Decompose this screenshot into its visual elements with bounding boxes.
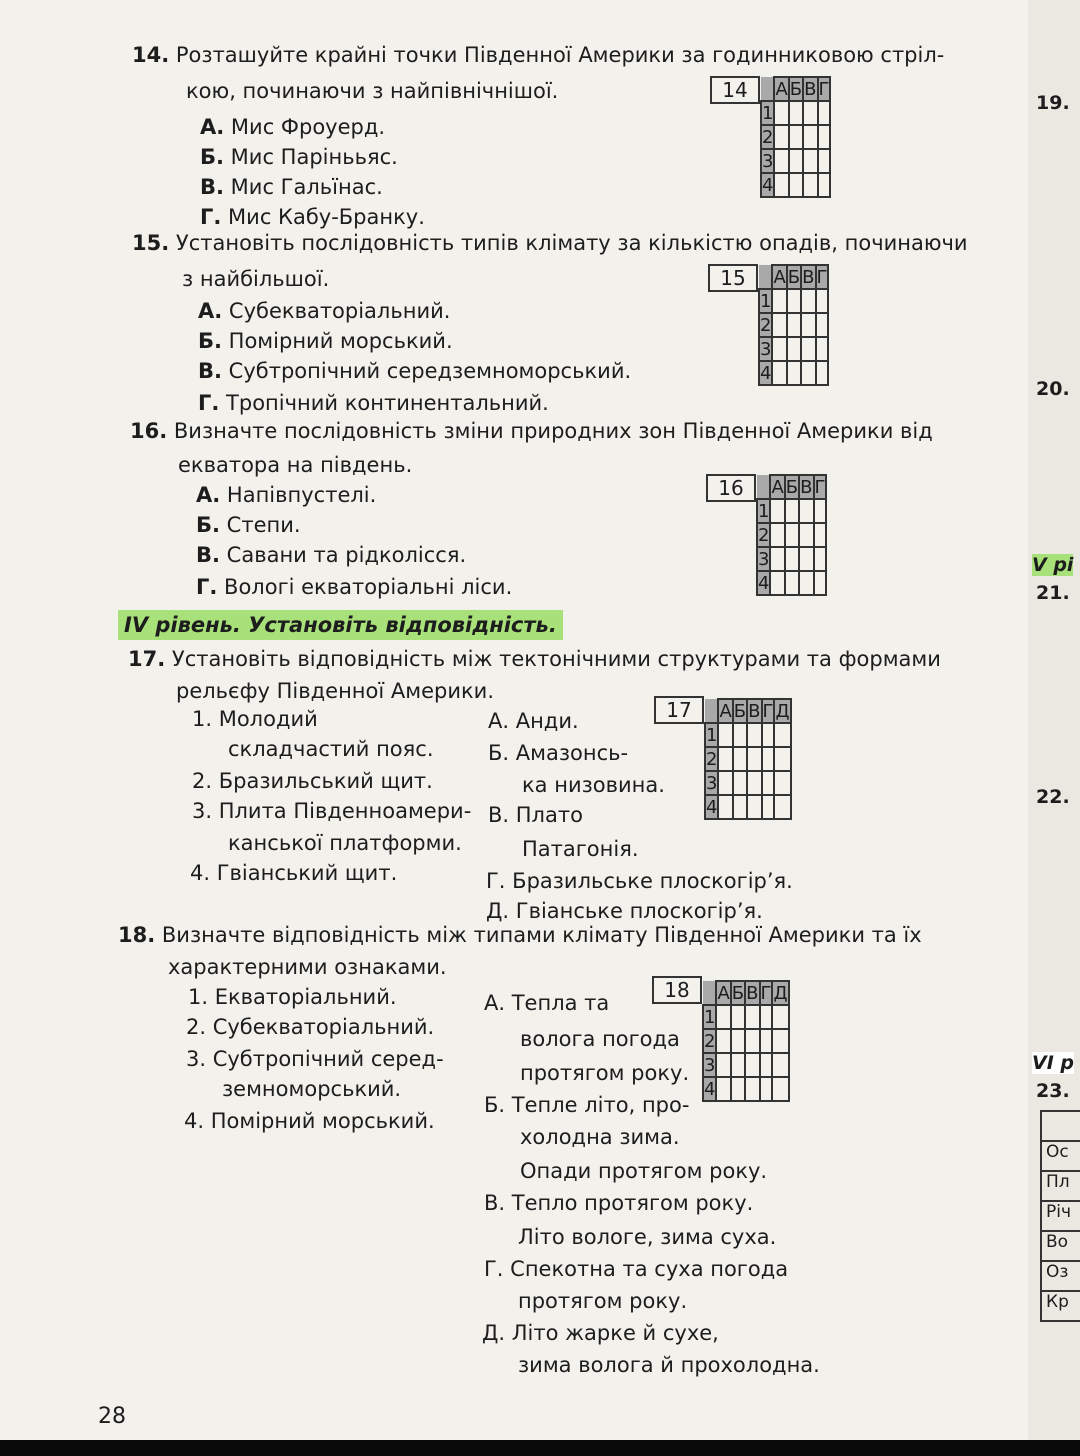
q16-line1: 16. Визначте послідовність зміни природних зон Південної Америки від: [130, 419, 933, 443]
grid-corner: [759, 265, 772, 289]
q17-left-item: канської платформи.: [228, 831, 462, 855]
grid-answer-cell[interactable]: [716, 1029, 730, 1053]
q17-right-item: ка низовина.: [522, 773, 665, 797]
side-level: VI р: [1032, 1052, 1074, 1074]
grid-answer-cell[interactable]: [760, 1029, 773, 1053]
grid-answer-cell[interactable]: [772, 1053, 788, 1077]
grid-answer-cell[interactable]: [801, 361, 815, 385]
side-num: 21.: [1036, 582, 1070, 604]
q18-right-item: холодна зима.: [520, 1125, 680, 1149]
q18-right-item: протягом року.: [518, 1289, 688, 1313]
q17-line1: 17. Установіть відповідність між тектонічними структурами та формами: [128, 647, 941, 671]
grid-row-header: 3: [704, 1054, 716, 1076]
grid-row-header: 1: [762, 102, 774, 124]
q14-grid-label: 14: [710, 76, 760, 104]
grid-answer-cell[interactable]: [745, 1029, 759, 1053]
q17-left-item: складчастий пояс.: [228, 737, 434, 761]
grid-col-header: Б: [787, 266, 801, 288]
answer-grid-table: [758, 264, 829, 386]
grid-answer-cell[interactable]: [818, 101, 831, 125]
grid-answer-cell[interactable]: [774, 771, 790, 795]
page-number: 28: [98, 1404, 126, 1429]
grid-answer-cell[interactable]: [801, 289, 815, 313]
grid-answer-cell[interactable]: [760, 1077, 773, 1101]
grid-row-header: 3: [758, 548, 770, 570]
q18-left-item: 3. Субтропічний серед-: [186, 1047, 444, 1071]
grid-answer-cell[interactable]: [774, 723, 790, 747]
q18-right-item: В. Тепло протягом року.: [484, 1191, 754, 1215]
grid-answer-cell[interactable]: [787, 313, 801, 337]
grid-answer-cell[interactable]: [731, 1029, 745, 1053]
q17-right-item: Патагонія.: [522, 837, 639, 861]
grid-answer-cell[interactable]: [770, 547, 784, 571]
grid-answer-cell[interactable]: [774, 101, 788, 125]
grid-col-header: А: [719, 700, 732, 722]
grid-answer-cell[interactable]: [816, 313, 829, 337]
grid-answer-cell[interactable]: [785, 547, 799, 571]
q15-option: А. Субекваторіальний.: [198, 299, 451, 323]
grid-answer-cell[interactable]: [803, 173, 817, 197]
q18-right-item: Опади протягом року.: [520, 1159, 768, 1183]
grid-answer-cell[interactable]: [772, 1029, 788, 1053]
q14-option: Б. Мис Парінььяс.: [200, 145, 398, 169]
grid-answer-cell[interactable]: [774, 795, 790, 819]
q16-grid-label: 16: [706, 474, 756, 502]
grid-row-header: 4: [762, 174, 774, 196]
side-cell: Ос: [1042, 1142, 1080, 1172]
q15-line2: з найбільшої.: [182, 267, 330, 291]
q17-right-item: Б. Амазонсь-: [488, 741, 629, 765]
q17-left-item: 4. Гвіанський щит.: [190, 861, 398, 885]
q16-option: В. Савани та рідколісся.: [196, 543, 467, 567]
q18-right-item: Літо вологе, зима суха.: [518, 1225, 777, 1249]
q14-line1: 14. Розташуйте крайні точки Південної Америки за годинниковою стріл-: [132, 43, 945, 67]
grid-answer-cell[interactable]: [789, 173, 803, 197]
q17-right-item: Г. Бразильське плоскогір’я.: [486, 869, 793, 893]
grid-answer-cell[interactable]: [745, 1077, 759, 1101]
q14-option: В. Мис Гальїнас.: [200, 175, 383, 199]
grid-answer-cell[interactable]: [772, 313, 786, 337]
grid-answer-cell[interactable]: [718, 795, 732, 819]
grid-answer-cell[interactable]: [733, 723, 747, 747]
grid-answer-cell[interactable]: [774, 125, 788, 149]
grid-answer-cell[interactable]: [772, 1077, 788, 1101]
grid-answer-cell[interactable]: [814, 571, 827, 595]
grid-answer-cell[interactable]: [772, 337, 786, 361]
grid-answer-cell[interactable]: [747, 795, 761, 819]
side-num: 20.: [1036, 378, 1070, 400]
q18-right-item: волога погода: [520, 1027, 680, 1051]
q15-option: В. Субтропічний середземноморський.: [198, 359, 632, 383]
grid-col-header: Б: [789, 78, 803, 100]
q18-line1: 18. Визначте відповідність між типами клімату Південної Америки та їх: [118, 923, 922, 947]
grid-answer-cell[interactable]: [816, 361, 829, 385]
q16-option: А. Напівпустелі.: [196, 483, 377, 507]
grid-col-header: Г: [760, 982, 772, 1004]
q18-right-item: А. Тепла та: [484, 991, 610, 1015]
grid-answer-cell[interactable]: [772, 289, 786, 313]
grid-answer-cell[interactable]: [762, 771, 775, 795]
grid-row-header: 1: [704, 1006, 716, 1028]
answer-grid-table: [704, 698, 792, 820]
q17-grid-label: 17: [654, 696, 704, 724]
grid-answer-cell[interactable]: [716, 1077, 730, 1101]
grid-col-header: В: [746, 982, 759, 1004]
side-cell: Пл: [1042, 1172, 1080, 1202]
grid-answer-cell[interactable]: [774, 173, 788, 197]
q18-line2: характерними ознаками.: [168, 955, 447, 979]
grid-answer-cell[interactable]: [801, 313, 815, 337]
grid-answer-cell[interactable]: [787, 337, 801, 361]
q15-grid-label: 15: [708, 264, 758, 292]
q18-grid-label: 18: [652, 976, 702, 1004]
grid-col-header: А: [717, 982, 730, 1004]
grid-row-header: 3: [760, 338, 772, 360]
grid-answer-cell[interactable]: [760, 1053, 773, 1077]
q16-option: Б. Степи.: [196, 513, 301, 537]
grid-row-header: 2: [762, 126, 774, 148]
grid-answer-cell[interactable]: [762, 747, 775, 771]
grid-answer-cell[interactable]: [785, 523, 799, 547]
grid-answer-cell[interactable]: [785, 499, 799, 523]
grid-col-header: В: [802, 266, 815, 288]
grid-answer-cell[interactable]: [718, 771, 732, 795]
grid-col-header: Д: [775, 700, 790, 722]
grid-corner: [705, 699, 718, 723]
side-cell: Кр: [1042, 1292, 1080, 1322]
q18-left-item: 1. Екваторіальний.: [188, 985, 397, 1009]
answer-grid-table: [760, 76, 831, 198]
side-num: 23.: [1036, 1080, 1070, 1102]
q18-right-item: зима волога й прохолодна.: [518, 1353, 820, 1377]
grid-col-header: Б: [733, 700, 747, 722]
grid-answer-cell[interactable]: [716, 1005, 730, 1029]
grid-answer-cell[interactable]: [816, 289, 829, 313]
grid-answer-cell[interactable]: [789, 149, 803, 173]
q18-right-item: Б. Тепле літо, про-: [484, 1093, 690, 1117]
bottom-bar: [0, 1440, 1080, 1456]
grid-answer-cell[interactable]: [799, 547, 813, 571]
grid-answer-cell[interactable]: [785, 571, 799, 595]
grid-row-header: 1: [760, 290, 772, 312]
q14-option: А. Мис Фроуерд.: [200, 115, 386, 139]
grid-row-header: 3: [706, 772, 718, 794]
grid-answer-cell[interactable]: [716, 1053, 730, 1077]
grid-answer-cell[interactable]: [733, 771, 747, 795]
grid-answer-cell[interactable]: [718, 723, 732, 747]
grid-answer-cell[interactable]: [772, 1005, 788, 1029]
q15-option: Б. Помірний морський.: [198, 329, 453, 353]
grid-col-header: В: [800, 476, 813, 498]
answer-grid-table: [702, 980, 790, 1102]
grid-col-header: В: [748, 700, 761, 722]
side-cell: Оз: [1042, 1262, 1080, 1292]
grid-corner: [761, 77, 774, 101]
grid-row-header: 4: [760, 362, 772, 384]
grid-row-header: 2: [704, 1030, 716, 1052]
grid-row-header: 3: [762, 150, 774, 172]
grid-col-header: Г: [814, 476, 826, 498]
grid-answer-cell[interactable]: [747, 747, 761, 771]
grid-col-header: А: [771, 476, 784, 498]
q17-right-item: А. Анди.: [488, 709, 579, 733]
q17-right-item: Д. Гвіанське плоскогір’я.: [486, 899, 763, 923]
grid-row-header: 2: [706, 748, 718, 770]
grid-answer-cell[interactable]: [731, 1005, 745, 1029]
grid-answer-cell[interactable]: [747, 771, 761, 795]
grid-answer-cell[interactable]: [789, 125, 803, 149]
level-iv-heading: IV рівень. Установіть відповідність.: [118, 610, 563, 640]
grid-answer-cell[interactable]: [814, 499, 827, 523]
q16-line2: екватора на південь.: [178, 453, 413, 477]
q18-right-item: протягом року.: [520, 1061, 690, 1085]
grid-answer-cell[interactable]: [731, 1077, 745, 1101]
grid-answer-cell[interactable]: [733, 747, 747, 771]
q18-left-item: 2. Субекваторіальний.: [186, 1015, 435, 1039]
grid-answer-cell[interactable]: [799, 571, 813, 595]
grid-col-header: Д: [773, 982, 788, 1004]
grid-col-header: В: [804, 78, 817, 100]
grid-answer-cell[interactable]: [803, 149, 817, 173]
side-cell: Річ: [1042, 1202, 1080, 1232]
grid-col-header: А: [775, 78, 788, 100]
grid-answer-cell[interactable]: [731, 1053, 745, 1077]
q17-right-item: В. Плато: [488, 803, 583, 827]
grid-col-header: А: [773, 266, 786, 288]
q18-left-item: 4. Помірний морський.: [184, 1109, 435, 1133]
grid-answer-cell[interactable]: [816, 337, 829, 361]
q14-line2: кою, починаючи з найпівнічнішої.: [186, 79, 559, 103]
q15-option: Г. Тропічний континентальний.: [198, 391, 549, 415]
grid-answer-cell[interactable]: [745, 1053, 759, 1077]
grid-answer-cell[interactable]: [818, 125, 831, 149]
grid-answer-cell[interactable]: [799, 499, 813, 523]
grid-col-header: Г: [818, 78, 830, 100]
answer-grid-table: [756, 474, 827, 596]
q17-line2: рельєфу Південної Америки.: [176, 679, 495, 703]
side-level: V рі: [1032, 554, 1074, 576]
grid-corner: [703, 981, 716, 1005]
adjacent-page: [1028, 0, 1080, 1456]
grid-answer-cell[interactable]: [814, 523, 827, 547]
grid-row-header: 4: [704, 1078, 716, 1100]
grid-answer-cell[interactable]: [745, 1005, 759, 1029]
grid-answer-cell[interactable]: [774, 747, 790, 771]
grid-answer-cell[interactable]: [770, 571, 784, 595]
q18-right-item: Д. Літо жарке й сухе,: [482, 1321, 719, 1345]
grid-row-header: 1: [706, 724, 718, 746]
grid-answer-cell[interactable]: [760, 1005, 773, 1029]
grid-col-header: Г: [762, 700, 774, 722]
q17-left-item: 1. Молодий: [192, 707, 318, 731]
grid-row-header: 2: [760, 314, 772, 336]
grid-row-header: 1: [758, 500, 770, 522]
grid-corner: [757, 475, 770, 499]
grid-col-header: Б: [785, 476, 799, 498]
side-num: 22.: [1036, 786, 1070, 808]
grid-answer-cell[interactable]: [818, 149, 831, 173]
side-num: 19.: [1036, 92, 1070, 114]
q17-left-item: 3. Плита Південноамери-: [192, 799, 472, 823]
q17-left-item: 2. Бразильський щит.: [192, 769, 433, 793]
q16-option: Г. Вологі екваторіальні ліси.: [196, 575, 513, 599]
grid-answer-cell[interactable]: [818, 173, 831, 197]
grid-answer-cell[interactable]: [770, 499, 784, 523]
q14-option: Г. Мис Кабу-Бранку.: [200, 205, 425, 229]
grid-col-header: Г: [816, 266, 828, 288]
grid-answer-cell[interactable]: [789, 101, 803, 125]
grid-answer-cell[interactable]: [762, 723, 775, 747]
grid-answer-cell[interactable]: [814, 547, 827, 571]
q18-left-item: земноморський.: [222, 1077, 402, 1101]
q15-line1: 15. Установіть послідовність типів клімату за кількістю опадів, починаючи: [132, 231, 968, 255]
grid-row-header: 4: [758, 572, 770, 594]
grid-answer-cell[interactable]: [803, 125, 817, 149]
grid-answer-cell[interactable]: [799, 523, 813, 547]
grid-answer-cell[interactable]: [787, 361, 801, 385]
grid-answer-cell[interactable]: [774, 149, 788, 173]
grid-answer-cell[interactable]: [772, 361, 786, 385]
q18-right-item: Г. Спекотна та суха погода: [484, 1257, 789, 1281]
grid-answer-cell[interactable]: [787, 289, 801, 313]
grid-answer-cell[interactable]: [747, 723, 761, 747]
grid-col-header: Б: [731, 982, 745, 1004]
grid-row-header: 4: [706, 796, 718, 818]
grid-answer-cell[interactable]: [733, 795, 747, 819]
grid-answer-cell[interactable]: [770, 523, 784, 547]
side-table: [1040, 1110, 1080, 1322]
grid-answer-cell[interactable]: [762, 795, 775, 819]
grid-answer-cell[interactable]: [803, 101, 817, 125]
grid-answer-cell[interactable]: [801, 337, 815, 361]
grid-answer-cell[interactable]: [718, 747, 732, 771]
side-cell: Во: [1042, 1232, 1080, 1262]
grid-row-header: 2: [758, 524, 770, 546]
